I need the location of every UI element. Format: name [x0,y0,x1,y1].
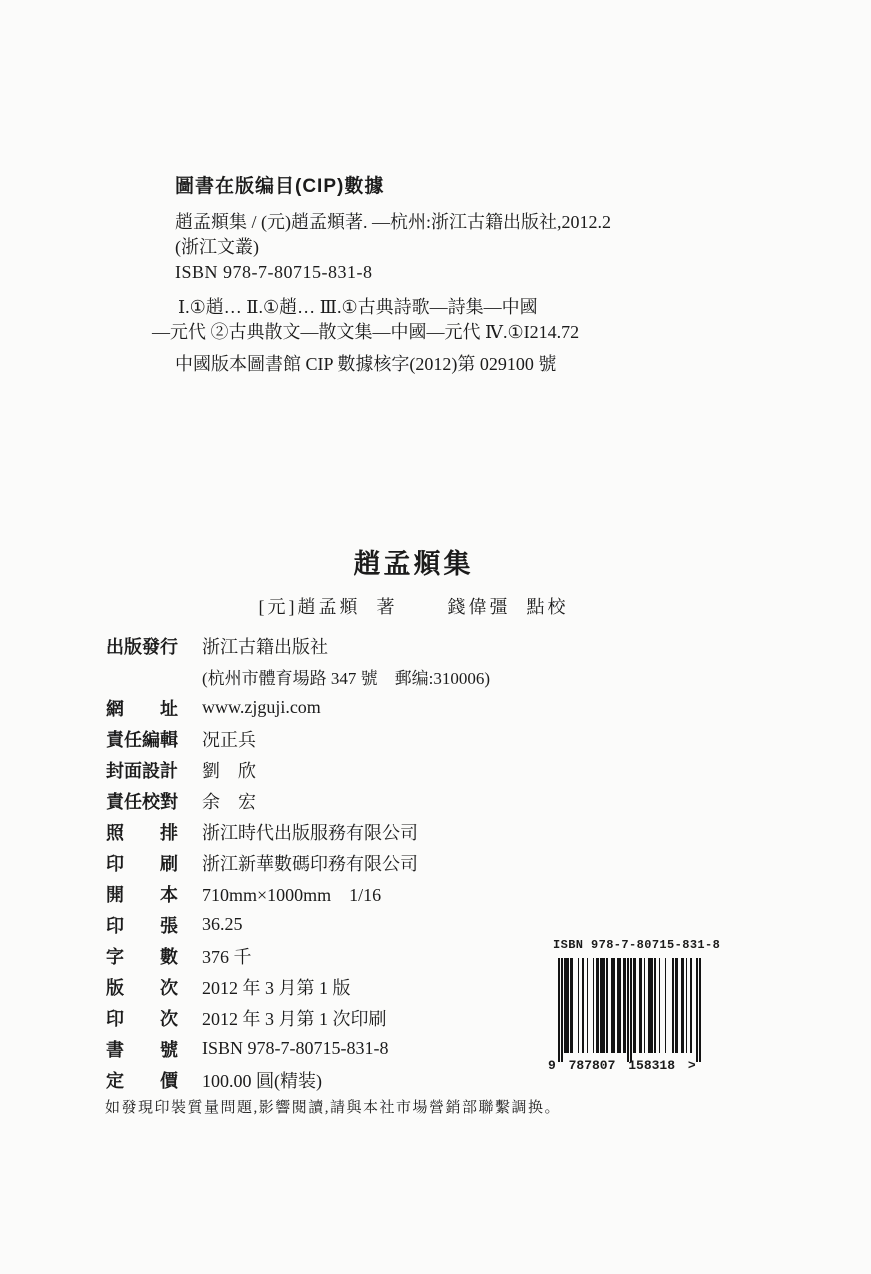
barcode-bar [597,958,599,1053]
colophon-label: 印張 [106,915,178,936]
barcode-bar [690,958,692,1053]
barcode-bar [603,958,605,1053]
colophon-row [106,878,666,909]
colophon-value: 浙江時代出版服務有限公司 [202,822,418,843]
colophon-label: 字數 [106,946,178,967]
barcode-bar [587,958,589,1053]
barcode-bar [593,958,595,1053]
colophon-value: 余 宏 [202,791,256,812]
colophon-label: 出版發行 [106,636,178,657]
barcode-bar [659,958,661,1053]
colophon-label: 定價 [106,1070,178,1091]
colophon-label: 責任編輯 [106,729,178,750]
colophon-value: 浙江古籍出版社 [202,636,328,657]
cip-classification-line2: —元代 ②古典散文—散文集—中國—元代 Ⅳ.①I214.72 [152,322,580,342]
cip-series: (浙江文叢) [175,237,259,257]
barcode-bar [630,958,632,1062]
barcode-bar [567,958,569,1053]
colophon-value: 710mm×1000mm 1/16 [202,884,382,905]
barcode-bar [635,958,637,1053]
barcode-bar [654,958,656,1053]
cip-block [152,174,712,377]
barcode-isbn-text: ISBN 978-7-80715-831-8 [553,938,721,952]
colophon-value: 况正兵 [202,729,256,750]
colophon-row [106,630,666,661]
colophon-row [106,847,666,878]
barcode-bar [606,958,608,1053]
colophon-value: 浙江新華數碼印務有限公司 [202,853,418,874]
byline-author: [元]趙孟頫 [258,597,361,617]
colophon-label: 網址 [106,698,178,719]
title-block [0,542,849,619]
colophon-value: www.zjguji.com [202,697,321,717]
colophon-label: 印次 [106,1008,178,1029]
barcode-bar [561,958,563,1062]
barcode-bars [558,958,703,1064]
colophon-value: ISBN 978-7-80715-831-8 [202,1038,389,1058]
barcode-bar [696,958,698,1062]
barcode-bar [624,958,626,1053]
cip-isbn: ISBN 978-7-80715-831-8 [175,262,373,282]
barcode-digits: 9 787807 158318 > [548,1058,696,1073]
colophon-label: 印刷 [106,853,178,874]
colophon-row [106,754,666,785]
colophon-row [106,723,666,754]
colophon-row [106,785,666,816]
barcode-bar [665,958,667,1053]
barcode-bar [672,958,674,1053]
cip-description: 趙孟頫集 / (元)趙孟頫著. —杭州:浙江古籍出版社,2012.2 [175,212,611,232]
colophon-label: 版次 [106,977,178,998]
colophon-value: 2012 年 3 月第 1 版 [202,977,351,998]
colophon-value: 100.00 圓(精装) [202,1070,322,1091]
barcode-bar [627,958,629,1062]
byline-editor: 錢偉彊 [447,597,511,617]
barcode-bar [578,958,580,1053]
barcode-bar [651,958,653,1053]
barcode-bar [582,958,584,1053]
isbn-barcode [548,936,721,1081]
barcode-bar [614,958,616,1053]
colophon-value: 376 千 [202,946,252,967]
byline-author-role: 著 [376,597,398,617]
colophon-value: 2012 年 3 月第 1 次印刷 [202,1008,387,1029]
cip-heading: 圖書在版编目(CIP)數據 [175,176,385,197]
colophon-row [106,661,666,692]
colophon-label: 封面設計 [106,760,178,781]
byline-editor-role: 點校 [526,597,569,617]
book-title: 趙孟頫集 [353,549,474,579]
barcode-bar [620,958,622,1053]
colophon-value: (杭州市體育場路 347 號 郵编:310006) [202,669,491,688]
colophon-row [106,692,666,723]
barcode-bar [572,958,574,1053]
colophon-label: 責任校對 [106,791,178,812]
barcode-bar [699,958,701,1062]
colophon-label: 開本 [106,884,178,905]
barcode-bar [644,958,646,1053]
cip-classification-line1: Ⅰ.①趙… Ⅱ.①趙… Ⅲ.①古典詩歌—詩集—中國 [178,297,538,317]
barcode-bar [558,958,560,1062]
barcode-bar [683,958,685,1053]
cip-registry-number: 中國版本圖書館 CIP 數據核字(2012)第 029100 號 [175,354,557,374]
quality-note: 如發現印裝質量問題,影響閱讀,請與本社市場營銷部聯繫調换。 [105,1100,562,1116]
colophon-row [106,816,666,847]
colophon-label: 書號 [106,1039,178,1060]
barcode-bar [677,958,679,1053]
barcode-bar [641,958,643,1053]
colophon-value: 劉 欣 [202,760,256,781]
barcode-bar [686,958,688,1053]
colophon-label: 照排 [106,822,178,843]
byline [0,593,849,619]
colophon-value: 36.25 [202,914,243,934]
